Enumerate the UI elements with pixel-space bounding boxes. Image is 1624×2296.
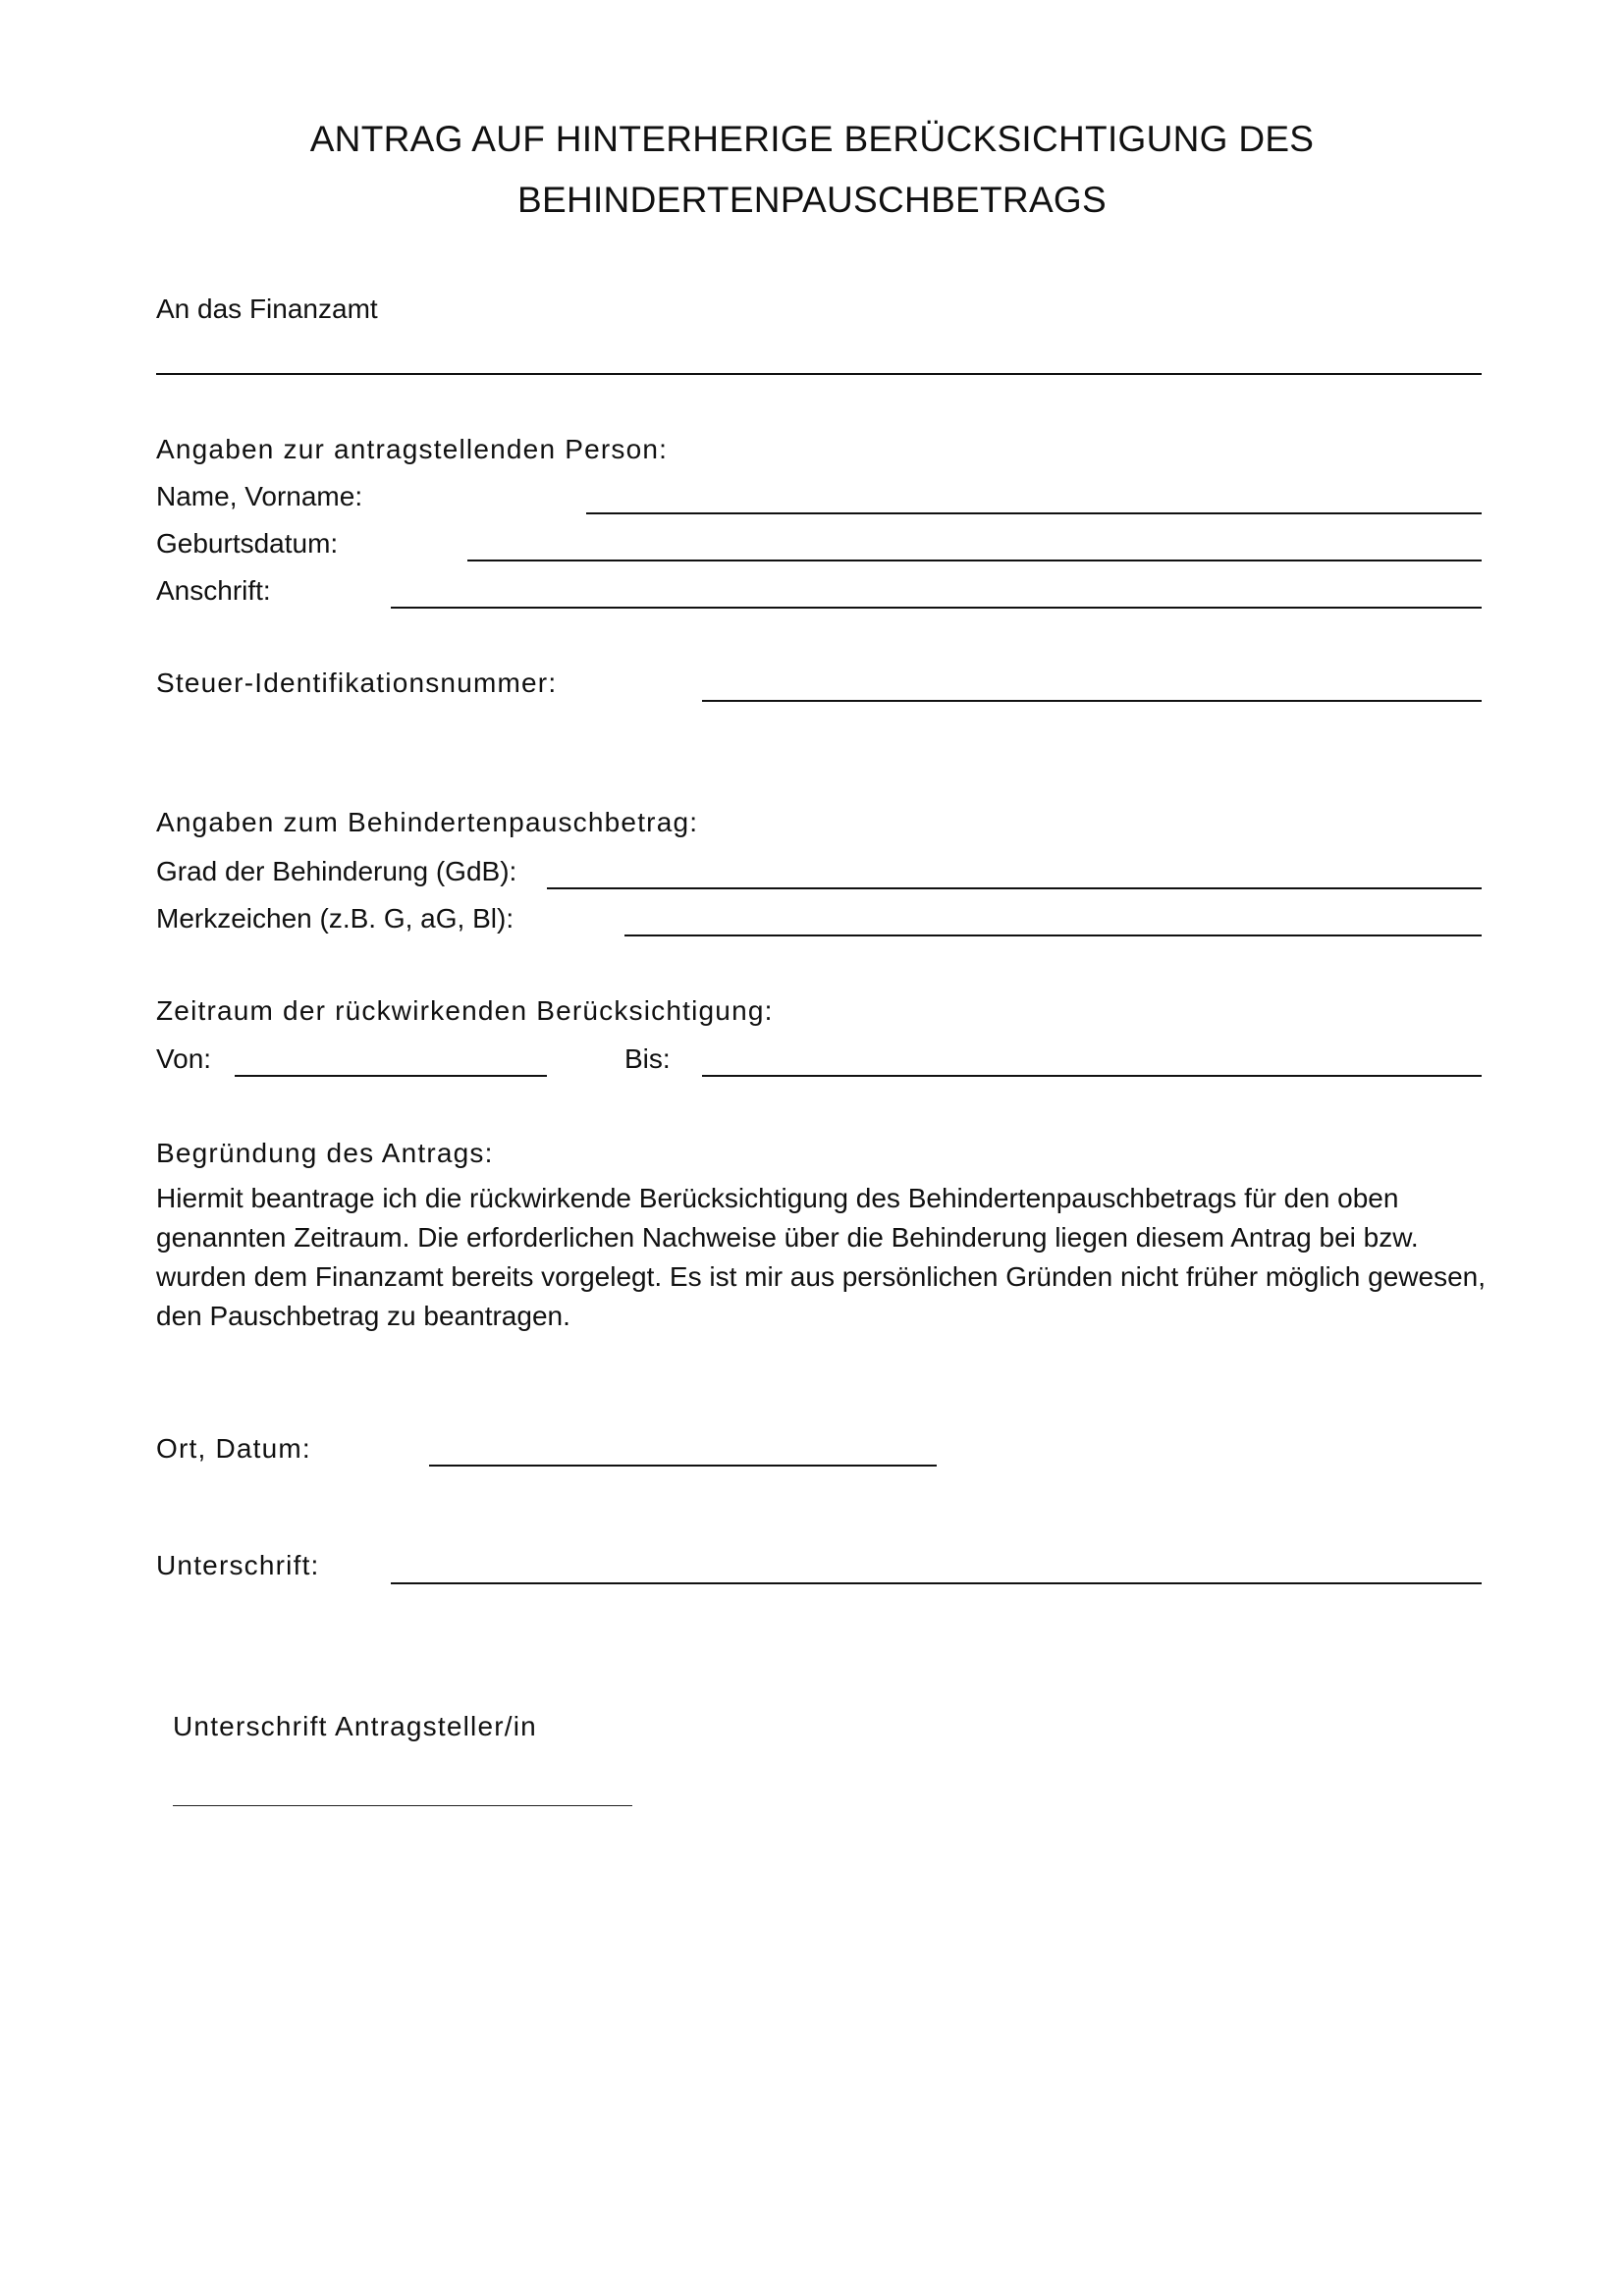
name-field-line[interactable] <box>586 512 1482 514</box>
period-from-field-line[interactable] <box>235 1075 547 1077</box>
birthdate-field-line[interactable] <box>467 560 1482 561</box>
signature-field-line[interactable] <box>391 1582 1482 1584</box>
form-title-line-1: ANTRAG AUF HINTERHERIGE BERÜCKSICHTIGUNG DES <box>309 119 1315 159</box>
recipient-label: An das Finanzamt <box>156 294 378 324</box>
signature-label: Unterschrift: <box>156 1550 320 1580</box>
taxid-field-line[interactable] <box>702 700 1482 702</box>
gdb-field-line[interactable] <box>547 887 1482 889</box>
period-section-heading: Zeitraum der rückwirkenden Berücksichtigung: <box>156 995 774 1026</box>
address-field-line[interactable] <box>391 607 1482 609</box>
marks-label: Merkzeichen (z.B. G, aG, Bl): <box>156 903 514 934</box>
name-label: Name, Vorname: <box>156 481 363 511</box>
place-date-label: Ort, Datum: <box>156 1433 311 1464</box>
period-to-field-line[interactable] <box>702 1075 1482 1077</box>
period-to-label: Bis: <box>624 1043 671 1074</box>
place-date-field-line[interactable] <box>429 1465 937 1467</box>
recipient-field-line[interactable] <box>156 373 1482 375</box>
address-label: Anschrift: <box>156 575 271 606</box>
taxid-label: Steuer-Identifikationsnummer: <box>156 667 558 698</box>
applicant-section-heading: Angaben zur antragstellenden Person: <box>156 434 669 464</box>
reason-paragraph: Hiermit beantrage ich die rückwirkende Berücksichtigung des Behindertenpauschbetrags für den oben genannten Zeitraum. Die erforderlichen Nachweise über die Behinderung liegen diesem Antrag bei bzw. wurden dem Finanzamt bereits vorgelegt. Es ist mir aus persönlichen Gründen nicht früher möglich gewesen, den Pauschbetrag zu beantragen. <box>156 1183 1486 1331</box>
applicant-signature-line[interactable] <box>173 1805 632 1806</box>
applicant-signature-caption: Unterschrift Antragsteller/in <box>173 1711 537 1741</box>
disability-section-heading: Angaben zum Behindertenpauschbetrag: <box>156 807 699 837</box>
form-title-line-2: BEHINDERTENPAUSCHBETRAGS <box>517 180 1107 220</box>
gdb-label: Grad der Behinderung (GdB): <box>156 856 517 886</box>
period-from-label: Von: <box>156 1043 212 1074</box>
birthdate-label: Geburtsdatum: <box>156 528 339 559</box>
marks-field-line[interactable] <box>624 934 1482 936</box>
reason-section-heading: Begründung des Antrags: <box>156 1138 494 1168</box>
